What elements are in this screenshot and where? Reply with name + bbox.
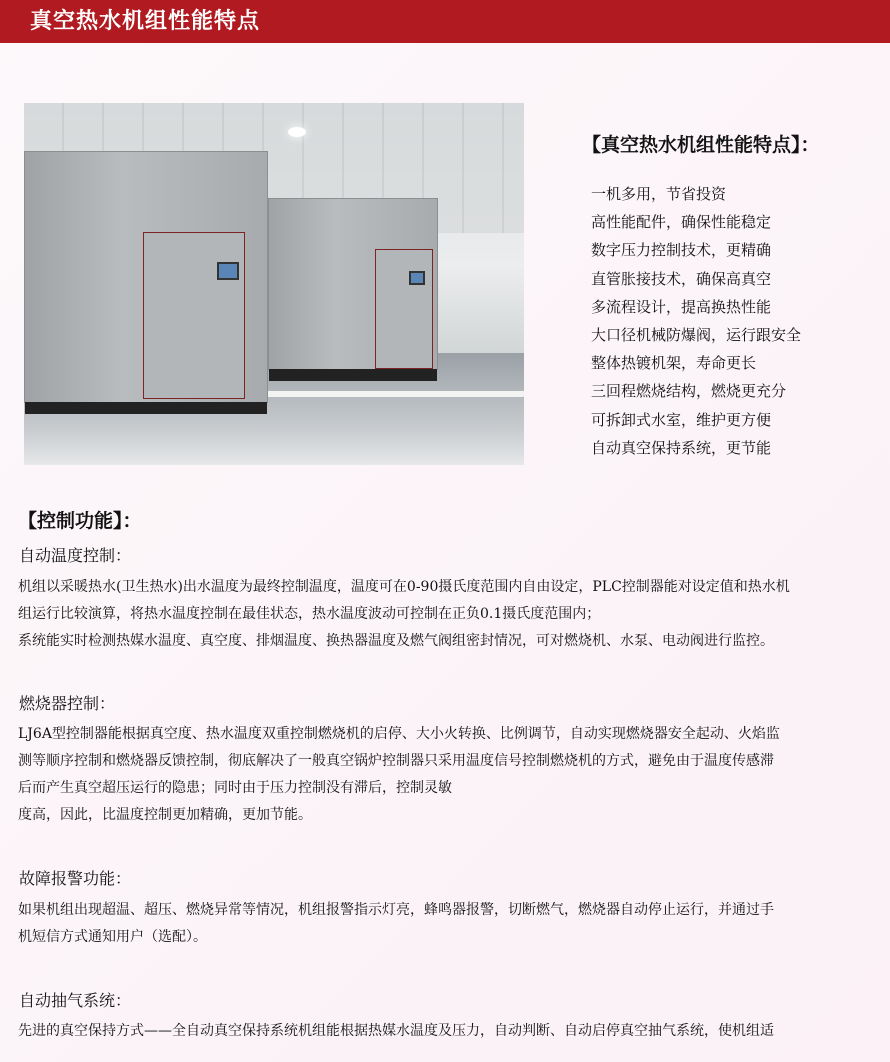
section-heading-temperature: 自动温度控制：: [19, 546, 132, 565]
page-title: 真空热水机组性能特点: [30, 9, 261, 34]
section-heading-vacuum: 自动抽气系统：: [19, 991, 132, 1010]
boiler-door: [375, 249, 433, 369]
control-title: 【控制功能】：: [18, 510, 142, 532]
feature-item: 自动真空保持系统，更节能: [591, 438, 772, 457]
section-heading-alarm: 故障报警功能：: [19, 869, 132, 888]
features-list: [591, 180, 801, 462]
features-title: 【真空热水机组性能特点】：: [582, 134, 820, 156]
text-line: 组运行比较演算，将热水温度控制在最佳状态，热水温度波动可控制在正负0.1摄氏度范围内；: [18, 606, 601, 622]
boiler-unit-front: [24, 151, 268, 403]
feature-item: 直管胀接技术，确保高真空: [591, 269, 772, 288]
feature-item: 数字压力控制技术，更精确: [591, 241, 772, 260]
section-heading-burner: 燃烧器控制：: [19, 694, 116, 713]
control-screen: [217, 262, 239, 280]
text-line: 度高，因此，比温度控制更加精确，更加节能。: [18, 807, 312, 823]
text-line: LJ6A型控制器能根据真空度、热水温度双重控制燃烧机的启停、大小火转换、比例调节，自动实现燃烧器安全起动、火焰监: [18, 726, 780, 742]
text-line: 机短信方式通知用户（选配）。: [18, 929, 207, 945]
feature-item: 高性能配件，确保性能稳定: [591, 213, 772, 232]
text-line: 机组以采暖热水(卫生热水)出水温度为最终控制温度，温度可在0-90摄氏度范围内自由设定，PLC控制器能对设定值和热水机: [18, 579, 790, 595]
feature-item: 三回程燃烧结构，燃烧更充分: [591, 382, 787, 401]
text-line: 如果机组出现超温、超压、燃烧异常等情况，机组报警指示灯亮，蜂鸣器报警，切断燃气，燃烧器自动停止运行，并通过手: [18, 902, 774, 918]
feature-item: 一机多用，节省投资: [591, 185, 727, 203]
boiler-unit-back: [268, 198, 438, 370]
boiler-base: [25, 402, 267, 414]
section-text-temperature: [18, 574, 878, 655]
text-line: 系统能实时检测热媒水温度、真空度、排烟温度、换热器温度及燃气阀组密封情况，可对燃烧机、水泵、电动阀进行监控。: [18, 633, 774, 649]
boiler-door: [143, 232, 245, 399]
section-text-alarm: [18, 897, 878, 951]
text-line: 后而产生真空超压运行的隐患；同时由于压力控制没有滞后，控制灵敏: [18, 780, 452, 796]
product-photo: [24, 103, 524, 465]
text-line: 先进的真空保持方式——全自动真空保持系统机组能根据热媒水温度及压力，自动判断、自动启停真空抽气系统，使机组适: [18, 1023, 774, 1039]
feature-item: 整体热镀机架，寿命更长: [591, 354, 757, 373]
ceiling-light: [288, 127, 306, 137]
control-screen: [409, 271, 425, 285]
feature-item: 可拆卸式水室，维护更方便: [591, 410, 772, 429]
section-text-vacuum: [18, 1018, 878, 1045]
boiler-base: [269, 369, 437, 381]
feature-item: 大口径机械防爆阀，运行跟安全: [591, 326, 802, 345]
section-text-burner: [18, 721, 878, 829]
page-header: [0, 0, 890, 43]
feature-item: 多流程设计，提高换热性能: [591, 297, 772, 316]
text-line: 测等顺序控制和燃烧器反馈控制，彻底解决了一般真空锅炉控制器只采用温度信号控制燃烧机的方式，避免由于温度传感滞: [18, 753, 774, 769]
